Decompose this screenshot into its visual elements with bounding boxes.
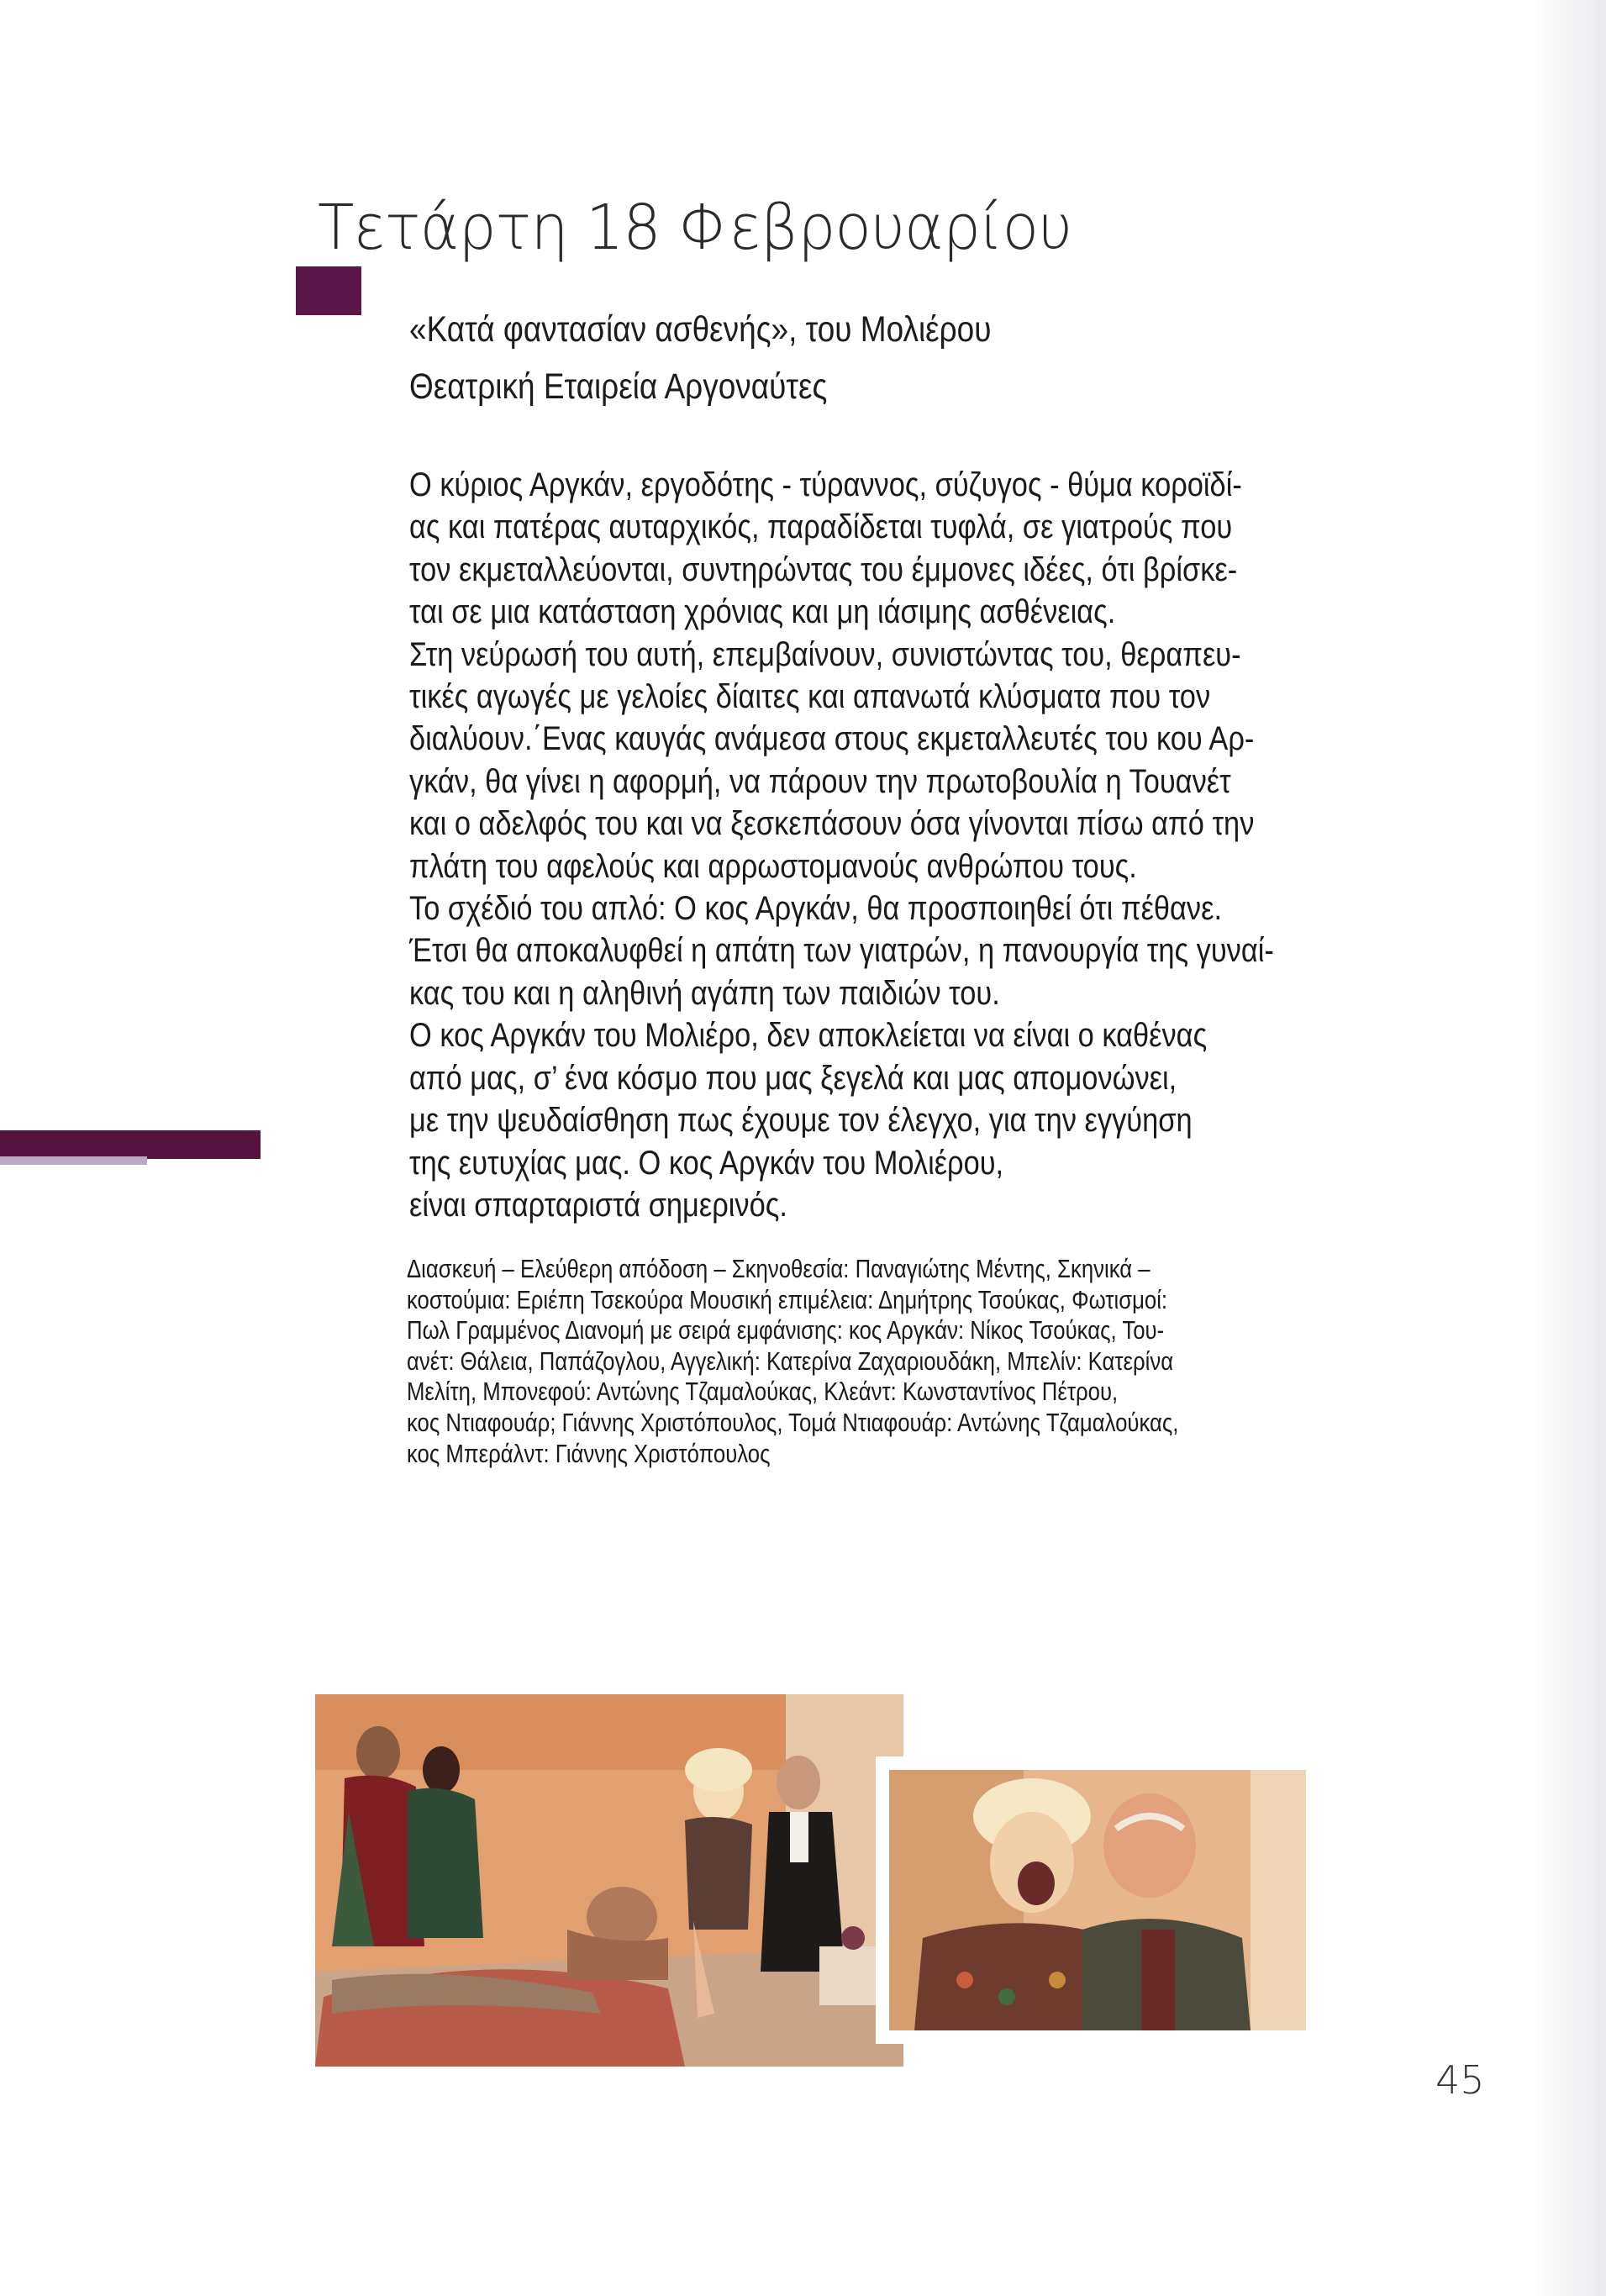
date-title: Τετάρτη 18 Φεβρουαρίου [318,192,1072,264]
credits-line: κος Μπεράλντ: Γιάννης Χριστόπουλος [407,1438,771,1468]
credits-line: Διασκευή – Ελεύθερη απόδοση – Σκηνοθεσία: Παναγιώτης Μέντης, Σκηνικά – [407,1254,1151,1283]
synopsis-line: Στη νεύρωσή του αυτή, επεμβαίνουν, συνιστώντας του, θεραπευ- [409,635,1241,673]
credits-line: Μελίτη, Μπονεφού: Αντώνης Τζαμαλούκας, Κλεάντ: Κωνσταντίνος Πέτρου, [407,1377,1119,1407]
synopsis-line: και ο αδελφός του και να ξεσκεπάσουν όσα γίνονται πίσω από την [409,805,1255,843]
synopsis-line: από μας, σ’ ένα κόσμο που μας ξεγελά και μας απομονώνει, [409,1059,1177,1097]
synopsis-line: Ο κος Αργκάν του Μολιέρο, δεν αποκλείεται να είναι ο καθένας [409,1017,1208,1055]
page-number: 45 [1435,2057,1485,2103]
company-name: Θεατρική Εταιρεία Αργοναύτες [409,366,828,407]
synopsis-line: γκάν, θα γίνει η αφορμή, να πάρουν την πρωτοβουλία η Τουανέτ [409,762,1231,800]
synopsis [409,464,1274,1226]
credits-line: κοστούμια: Εριέπη Τσεκούρα Μουσική επιμέλεια: Δημήτρης Τσούκας, Φωτισμοί: [407,1284,1168,1314]
synopsis-line: ας και πατέρας αυταρχικός, παραδίδεται τυφλά, σε γιατρούς που [409,508,1233,546]
stage-photo-right [889,1770,1306,2030]
stage-photo-left [315,1694,903,2067]
synopsis-line: είναι σπαρταριστά σημερινός. [409,1186,787,1224]
synopsis-line: τον εκμεταλλεύονται, συντηρώντας του έμμονες ιδέες, ότι βρίσκε- [409,550,1238,588]
synopsis-line: κας του και η αληθινή αγάπη των παιδιών του. [409,974,1000,1012]
side-accent-bar-light [0,1156,147,1165]
credits [407,1254,1272,1469]
play-title: «Κατά φαντασίαν ασθενής», του Μολιέρου [409,309,992,350]
synopsis-line: διαλύουν.΄Ενας καυγάς ανάμεσα στους εκμεταλλευτές του κου Αρ- [409,720,1255,758]
synopsis-line: πλάτη του αφελούς και αρρωστομανούς ανθρώπου τους. [409,847,1137,885]
credits-line: κος Ντιαφουάρ; Γιάννης Χριστόπουλος, Τομά Ντιαφουάρ: Αντώνης Τζαμαλούκας, [407,1407,1179,1437]
side-accent-bar [0,1130,261,1159]
synopsis-line: της ευτυχίας μας. Ο κος Αργκάν του Μολιέρου, [409,1144,1004,1182]
credits-line: ανέτ: Θάλεια, Παπάζογλου, Αγγελική: Κατερίνα Ζαχαριουδάκη, Μπελίν: Κατερίνα [407,1345,1174,1376]
page-edge-shadow [1530,0,1606,2296]
accent-square [296,266,361,315]
synopsis-line: ται σε μια κατάσταση χρόνιας και μη ιάσιμης ασθένειας. [409,593,1116,631]
credits-line: Πωλ Γραμμένος Διανομή με σειρά εμφάνισης: κος Αργκάν: Νίκος Τσούκας, Του- [407,1315,1165,1345]
synopsis-line: Ο κύριος Αργκάν, εργοδότης - τύραννος, σύζυγος - θύμα κοροϊδί- [409,466,1242,503]
synopsis-line: Έτσι θα αποκαλυφθεί η απάτη των γιατρών, η πανουργία της γυναί- [409,932,1274,970]
synopsis-line: τικές αγωγές με γελοίες δίαιτες και απανωτά κλύσματα που τον [409,678,1211,716]
synopsis-line: με την ψευδαίσθηση πως έχουμε τον έλεγχο, για την εγγύηση [409,1102,1193,1140]
synopsis-line: Το σχέδιό του απλό: Ο κος Αργκάν, θα προσποιηθεί ότι πέθανε. [409,890,1223,928]
